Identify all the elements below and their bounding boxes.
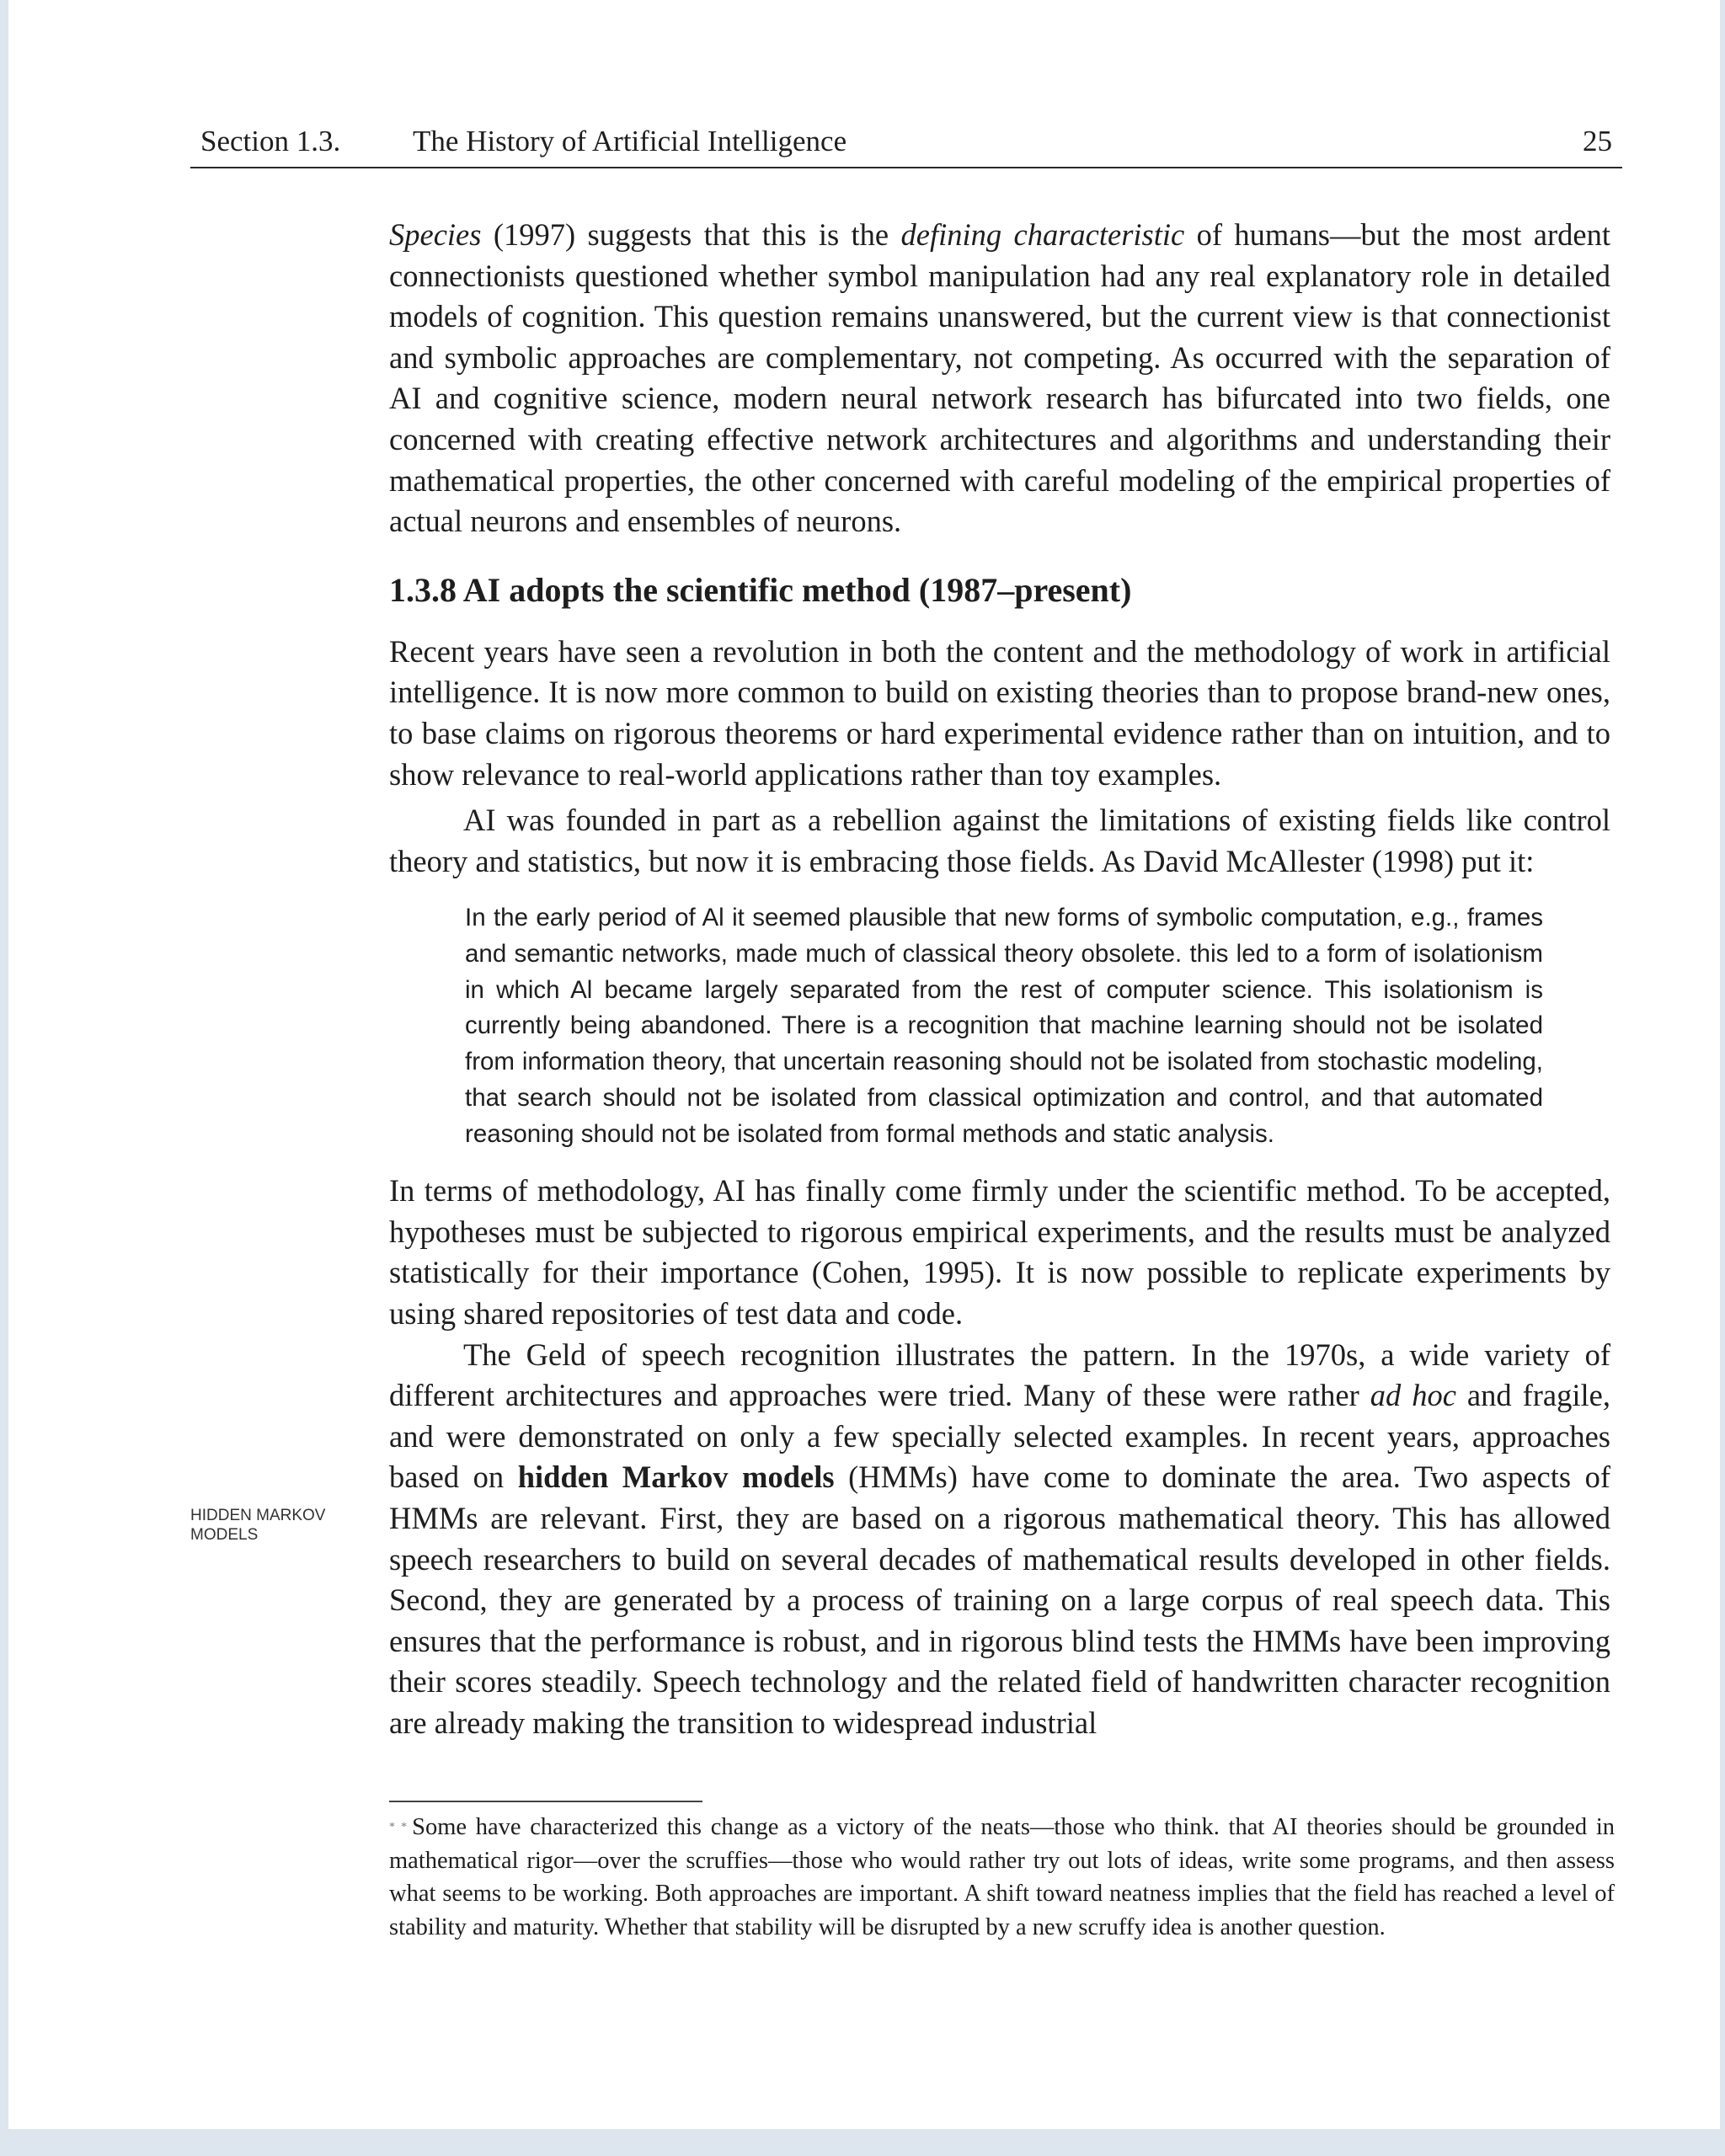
paragraph-5-text-b: and fragile, and were demonstrated on only a few specially selected examples. In recent years, approaches based on: [389, 1378, 1610, 1495]
section-label: Section 1.3.: [200, 125, 341, 157]
emphasis-ad-hoc: ad hoc: [1370, 1378, 1456, 1413]
book-page: [8, 0, 1720, 2129]
paragraph-1-text-a: (1997) suggests that this is the: [481, 217, 901, 252]
block-quote: In the early period of Al it seemed plausible that new forms of symbolic computation, e.g., frames and semantic networks, made much of classical theory obsolete. this led to a form of isolationism in which Al became largely separated from the rest of computer science. This isolationism is currently being abandoned. There is a recognition that machine learning should not be isolated from information theory, that uncertain reasoning should not be isolated from stochastic modeling, that search should not be isolated from classical optimization and control, and that automated reasoning should not be isolated from formal methods and static analysis.: [465, 904, 1543, 1148]
paragraph-2: Recent years have seen a revolution in both the content and the methodology of work in artificial intelligence. It is now more common to build on existing theories than to propose brand-new ones, to base claims on rigorous theorems or hard experimental evidence rather than on intuition, and to show relevance to real-world applications rather than toy examples.: [389, 633, 1610, 792]
paragraph-3: AI was founded in part as a rebellion against the limitations of existing fields like control theory and statistics, but now it is embracing those fields. As David McAllester (1998) put it:: [389, 803, 1610, 878]
running-header: [190, 125, 1622, 168]
paragraph-5: [389, 1335, 1610, 1744]
emphasis-text: defining characteristic: [900, 217, 1185, 252]
bold-term: hidden Markov models: [517, 1460, 835, 1495]
book-title: Species: [389, 217, 482, 252]
footnote-text: Some have characterized this change as a victory of the neats—those who think. that AI theories should be grounded in mathematical rigor—over the scruffies—those who would rather try out lots of ideas, write some programs, and then assess what seems to be working. Both approaches are important. A shift toward neatness implies that the field has reached a level of stability and maturity. Whether that stability will be disrupted by a new scruffy idea is another question.: [389, 1814, 1615, 1940]
paragraph-5-text-c: (HMMs) have come to dominate the area. Two aspects of HMMs are relevant. First, they are based on a rigorous mathematical theory. This has allowed speech researchers to build on several decades of mathematical results developed in other fields. Second, they are generated by a process of training on a large corpus of real speech data. This ensures that the performance is robust, and in rigorous blind tests the HMMs have been improving their scores steadily. Speech technology and the related field of handwritten character recognition are already making the transition to widespread industrial: [389, 1460, 1610, 1740]
paragraph-1: [389, 215, 1610, 542]
paragraph-4: In terms of methodology, AI has finally come firmly under the scientific method. To be accepted, hypotheses must be subjected to rigorous empirical experiments, and the results must be analyzed statistically for their importance (Cohen, 1995). It is now possible to replicate experiments by using shared repositories of test data and code.: [389, 1173, 1610, 1331]
page-number: 25: [1583, 125, 1612, 157]
section-heading: 1.3.8 AI adopts the scientific method (1987–present): [389, 570, 1132, 609]
footnote-marker: * *: [389, 1821, 408, 1833]
paragraph-1-text-b: of humans—but the most ardent connectionists questioned whether symbol manipulation had any real explanatory role in detailed models of cognition. This question remains unanswered, but the current view is that connectionist and symbolic approaches are complementary, not competing. As occurred with the separation of AI and cognitive science, modern neural network research has bifurcated into two fields, one concerned with creating effective network architectures and algorithms and understanding their mathematical properties, the other concerned with careful modeling of the empirical properties of actual neurons and ensembles of neurons.: [389, 217, 1610, 539]
footnote: [389, 1811, 1615, 1944]
paragraph-5-text-a: The Geld of speech recognition illustrates the pattern. In the 1970s, a wide variety of different architectures and approaches were tried. Many of these were rather: [389, 1337, 1610, 1413]
chapter-title: The History of Artificial Intelligence: [413, 125, 847, 157]
margin-note-hidden-markov-models: HIDDEN MARKOV MODELS: [190, 1507, 326, 1544]
main-text: [389, 215, 1610, 1744]
footnote-rule: [389, 1801, 702, 1802]
